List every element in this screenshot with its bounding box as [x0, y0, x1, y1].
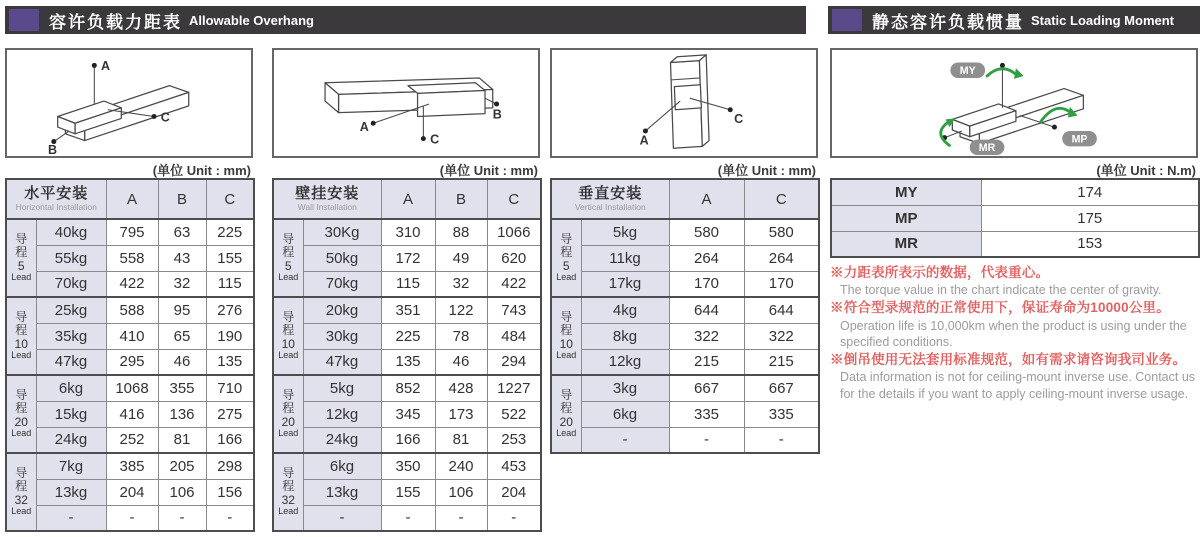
value-cell: 743	[487, 297, 541, 323]
point-a-label: A	[101, 59, 111, 74]
column-horizontal-installation	[5, 48, 253, 532]
table-title-cell	[273, 179, 381, 219]
point-a-label: A	[639, 133, 649, 148]
value-cell: 351	[381, 297, 435, 323]
weight-cell: 3kg	[581, 375, 669, 401]
column-static-loading-moment	[830, 48, 1198, 403]
diagram-moment	[830, 48, 1198, 158]
unit-label: (单位 Unit : N.m)	[1096, 163, 1196, 178]
weight-cell: 13kg	[303, 479, 381, 505]
my-badge-label: MY	[959, 65, 976, 78]
column-header: C	[206, 179, 254, 219]
value-cell: 422	[487, 271, 541, 297]
weight-cell: 55kg	[36, 245, 106, 271]
value-cell: 264	[744, 245, 819, 271]
moment-key-cell: MR	[831, 231, 981, 257]
section-title-en: Static Loading Moment	[1031, 12, 1174, 28]
value-cell: 215	[669, 349, 744, 375]
value-cell: 32	[158, 271, 206, 297]
value-cell: 345	[381, 401, 435, 427]
value-cell: 322	[744, 323, 819, 349]
point-c-label: C	[430, 132, 440, 147]
table-title-zh: 水平安装	[24, 185, 89, 203]
diagram-vertical-installation	[550, 48, 818, 158]
weight-cell: 70kg	[36, 271, 106, 297]
point-c-label: C	[160, 110, 170, 125]
value-cell: 155	[206, 245, 254, 271]
weight-cell: 47kg	[303, 349, 381, 375]
value-cell: 81	[435, 427, 487, 453]
weight-cell: 12kg	[303, 401, 381, 427]
value-cell: 95	[158, 297, 206, 323]
weight-cell: 6kg	[303, 453, 381, 479]
value-cell: 215	[744, 349, 819, 375]
value-cell: 225	[381, 323, 435, 349]
section-header-static-loading-moment	[828, 6, 1200, 34]
lead-cell: 导 程 20 Lead	[273, 375, 303, 453]
unit-label: (单位 Unit : mm)	[439, 163, 538, 178]
moment-key-cell: MP	[831, 205, 981, 231]
value-cell: 1227	[487, 375, 541, 401]
table-title-en: Vertical Installation	[574, 202, 646, 213]
value-cell: 170	[669, 271, 744, 297]
value-cell: 63	[158, 219, 206, 245]
weight-cell: 11kg	[581, 245, 669, 271]
weight-cell: 12kg	[581, 349, 669, 375]
note-zh: ※倒吊使用无法套用标准规范，如有需求请咨询我司业务。	[830, 352, 1187, 368]
value-cell: 484	[487, 323, 541, 349]
table-title-zh: 壁挂安装	[295, 185, 360, 203]
table-title-en: Wall Installation	[297, 202, 357, 213]
value-cell: -	[744, 427, 819, 453]
value-cell: 322	[669, 323, 744, 349]
value-cell: 852	[381, 375, 435, 401]
weight-cell: 6kg	[581, 401, 669, 427]
installation-table	[272, 178, 542, 532]
table-title-en: Horizontal Installation	[15, 202, 97, 213]
value-cell: 252	[106, 427, 158, 453]
note-zh: ※符合型录规范的正常使用下，保证寿命为10000公里。	[830, 300, 1170, 316]
weight-cell: 30Kg	[303, 219, 381, 245]
value-cell: 204	[487, 479, 541, 505]
horizontal-rail-drawing	[7, 50, 251, 156]
weight-cell: 5kg	[303, 375, 381, 401]
value-cell: 385	[106, 453, 158, 479]
column-header: C	[487, 179, 541, 219]
column-wall-installation	[272, 48, 540, 532]
column-header: A	[381, 179, 435, 219]
table-wall-installation	[272, 178, 540, 532]
mp-badge-label: MP	[1071, 133, 1088, 146]
value-cell: 298	[206, 453, 254, 479]
value-cell: 295	[106, 349, 158, 375]
wall-rail-drawing	[274, 50, 538, 156]
value-cell: 46	[158, 349, 206, 375]
section-title-zh: 容许负载力距表	[49, 12, 182, 32]
weight-cell: 30kg	[303, 323, 381, 349]
lead-cell: 导 程 32 Lead	[6, 453, 36, 531]
weight-cell: 7kg	[36, 453, 106, 479]
value-cell: 410	[106, 323, 158, 349]
section-header-allowable-overhang	[5, 6, 806, 34]
lead-cell: 导 程 32 Lead	[273, 453, 303, 531]
value-cell: -	[206, 505, 254, 531]
lead-cell: 导 程 20 Lead	[551, 375, 581, 453]
moment-value-cell: 175	[981, 205, 1199, 231]
value-cell: 135	[206, 349, 254, 375]
value-cell: 32	[435, 271, 487, 297]
value-cell: 276	[206, 297, 254, 323]
value-cell: 115	[206, 271, 254, 297]
diagram-wall-installation	[272, 48, 540, 158]
value-cell: 65	[158, 323, 206, 349]
lead-cell: 导 程 5 Lead	[551, 219, 581, 297]
value-cell: 350	[381, 453, 435, 479]
note-en: Data information is not for ceiling-mount inverse use. Contact us for the details if you want to apply ceiling-mount inverse usage.	[840, 370, 1196, 401]
table-title-zh: 垂直安装	[578, 185, 643, 203]
unit-label: (单位 Unit : mm)	[152, 163, 251, 178]
moment-value-cell: 174	[981, 179, 1199, 205]
value-cell: 156	[206, 479, 254, 505]
value-cell: -	[669, 427, 744, 453]
value-cell: 644	[669, 297, 744, 323]
value-cell: 166	[381, 427, 435, 453]
weight-cell: -	[581, 427, 669, 453]
value-cell: -	[158, 505, 206, 531]
value-cell: 240	[435, 453, 487, 479]
value-cell: 1068	[106, 375, 158, 401]
weight-cell: 40kg	[36, 219, 106, 245]
value-cell: 580	[744, 219, 819, 245]
note-en: The torque value in the chart indicate the center of gravity.	[840, 283, 1162, 298]
table-static-loading-moment	[830, 178, 1198, 258]
purple-square-icon	[832, 9, 862, 31]
value-cell: 1066	[487, 219, 541, 245]
value-cell: 667	[744, 375, 819, 401]
value-cell: -	[435, 505, 487, 531]
value-cell: 155	[381, 479, 435, 505]
value-cell: 78	[435, 323, 487, 349]
value-cell: 115	[381, 271, 435, 297]
value-cell: 49	[435, 245, 487, 271]
value-cell: 294	[487, 349, 541, 375]
value-cell: 225	[206, 219, 254, 245]
value-cell: 620	[487, 245, 541, 271]
value-cell: 264	[669, 245, 744, 271]
value-cell: 453	[487, 453, 541, 479]
table-title-cell	[551, 179, 669, 219]
value-cell: 795	[106, 219, 158, 245]
value-cell: -	[106, 505, 158, 531]
value-cell: 588	[106, 297, 158, 323]
weight-cell: 35kg	[36, 323, 106, 349]
value-cell: 253	[487, 427, 541, 453]
table-title-cell	[6, 179, 106, 219]
value-cell: 355	[158, 375, 206, 401]
section-title-en: Allowable Overhang	[189, 12, 314, 28]
value-cell: 522	[487, 401, 541, 427]
value-cell: 166	[206, 427, 254, 453]
weight-cell: 17kg	[581, 271, 669, 297]
unit-label: (单位 Unit : mm)	[717, 163, 816, 178]
value-cell: 205	[158, 453, 206, 479]
column-header: B	[158, 179, 206, 219]
value-cell: 580	[669, 219, 744, 245]
point-b-label: B	[48, 143, 58, 156]
weight-cell: 47kg	[36, 349, 106, 375]
lead-cell: 导 程 5 Lead	[273, 219, 303, 297]
notes-block	[830, 264, 1198, 402]
table-horizontal-installation	[5, 178, 253, 532]
mr-badge-label: MR	[978, 142, 996, 155]
value-cell: 310	[381, 219, 435, 245]
weight-cell: 4kg	[581, 297, 669, 323]
column-header: C	[744, 179, 819, 219]
value-cell: -	[487, 505, 541, 531]
value-cell: 416	[106, 401, 158, 427]
weight-cell: 8kg	[581, 323, 669, 349]
value-cell: 106	[435, 479, 487, 505]
moment-value-cell: 153	[981, 231, 1199, 257]
column-vertical-installation	[550, 48, 818, 454]
value-cell: 558	[106, 245, 158, 271]
lead-cell: 导 程 5 Lead	[6, 219, 36, 297]
value-cell: 644	[744, 297, 819, 323]
moment-table	[830, 178, 1200, 258]
weight-cell: 25kg	[36, 297, 106, 323]
value-cell: 172	[381, 245, 435, 271]
value-cell: 43	[158, 245, 206, 271]
value-cell: -	[381, 505, 435, 531]
table-vertical-installation	[550, 178, 818, 454]
weight-cell: 15kg	[36, 401, 106, 427]
value-cell: 88	[435, 219, 487, 245]
value-cell: 204	[106, 479, 158, 505]
weight-cell: 24kg	[303, 427, 381, 453]
value-cell: 136	[158, 401, 206, 427]
weight-cell: 20kg	[303, 297, 381, 323]
value-cell: 275	[206, 401, 254, 427]
moment-key-cell: MY	[831, 179, 981, 205]
weight-cell: -	[36, 505, 106, 531]
point-b-label: B	[492, 107, 502, 122]
vertical-rail-drawing	[552, 50, 816, 156]
point-a-label: A	[359, 119, 369, 134]
purple-square-icon	[9, 9, 39, 31]
value-cell: 173	[435, 401, 487, 427]
weight-cell: -	[303, 505, 381, 531]
diagram-horizontal-installation	[5, 48, 253, 158]
installation-table	[5, 178, 255, 532]
weight-cell: 50kg	[303, 245, 381, 271]
point-c-label: C	[734, 112, 744, 127]
note-en: Operation life is 10,000km when the product is using under the specified conditions.	[840, 318, 1187, 349]
column-header: A	[669, 179, 744, 219]
section-title-zh: 静态容许负载惯量	[872, 12, 1024, 32]
note-zh: ※力距表所表示的数据，代表重心。	[830, 265, 1050, 280]
weight-cell: 70kg	[303, 271, 381, 297]
value-cell: 422	[106, 271, 158, 297]
column-header: A	[106, 179, 158, 219]
weight-cell: 13kg	[36, 479, 106, 505]
value-cell: 428	[435, 375, 487, 401]
value-cell: 190	[206, 323, 254, 349]
value-cell: 106	[158, 479, 206, 505]
moment-rail-drawing	[832, 50, 1196, 156]
value-cell: 710	[206, 375, 254, 401]
lead-cell: 导 程 10 Lead	[273, 297, 303, 375]
lead-cell: 导 程 20 Lead	[6, 375, 36, 453]
column-header: B	[435, 179, 487, 219]
value-cell: 170	[744, 271, 819, 297]
value-cell: 46	[435, 349, 487, 375]
value-cell: 122	[435, 297, 487, 323]
weight-cell: 24kg	[36, 427, 106, 453]
value-cell: 667	[669, 375, 744, 401]
value-cell: 335	[669, 401, 744, 427]
installation-table	[550, 178, 820, 454]
weight-cell: 6kg	[36, 375, 106, 401]
weight-cell: 5kg	[581, 219, 669, 245]
lead-cell: 导 程 10 Lead	[551, 297, 581, 375]
value-cell: 81	[158, 427, 206, 453]
lead-cell: 导 程 10 Lead	[6, 297, 36, 375]
value-cell: 335	[744, 401, 819, 427]
value-cell: 135	[381, 349, 435, 375]
